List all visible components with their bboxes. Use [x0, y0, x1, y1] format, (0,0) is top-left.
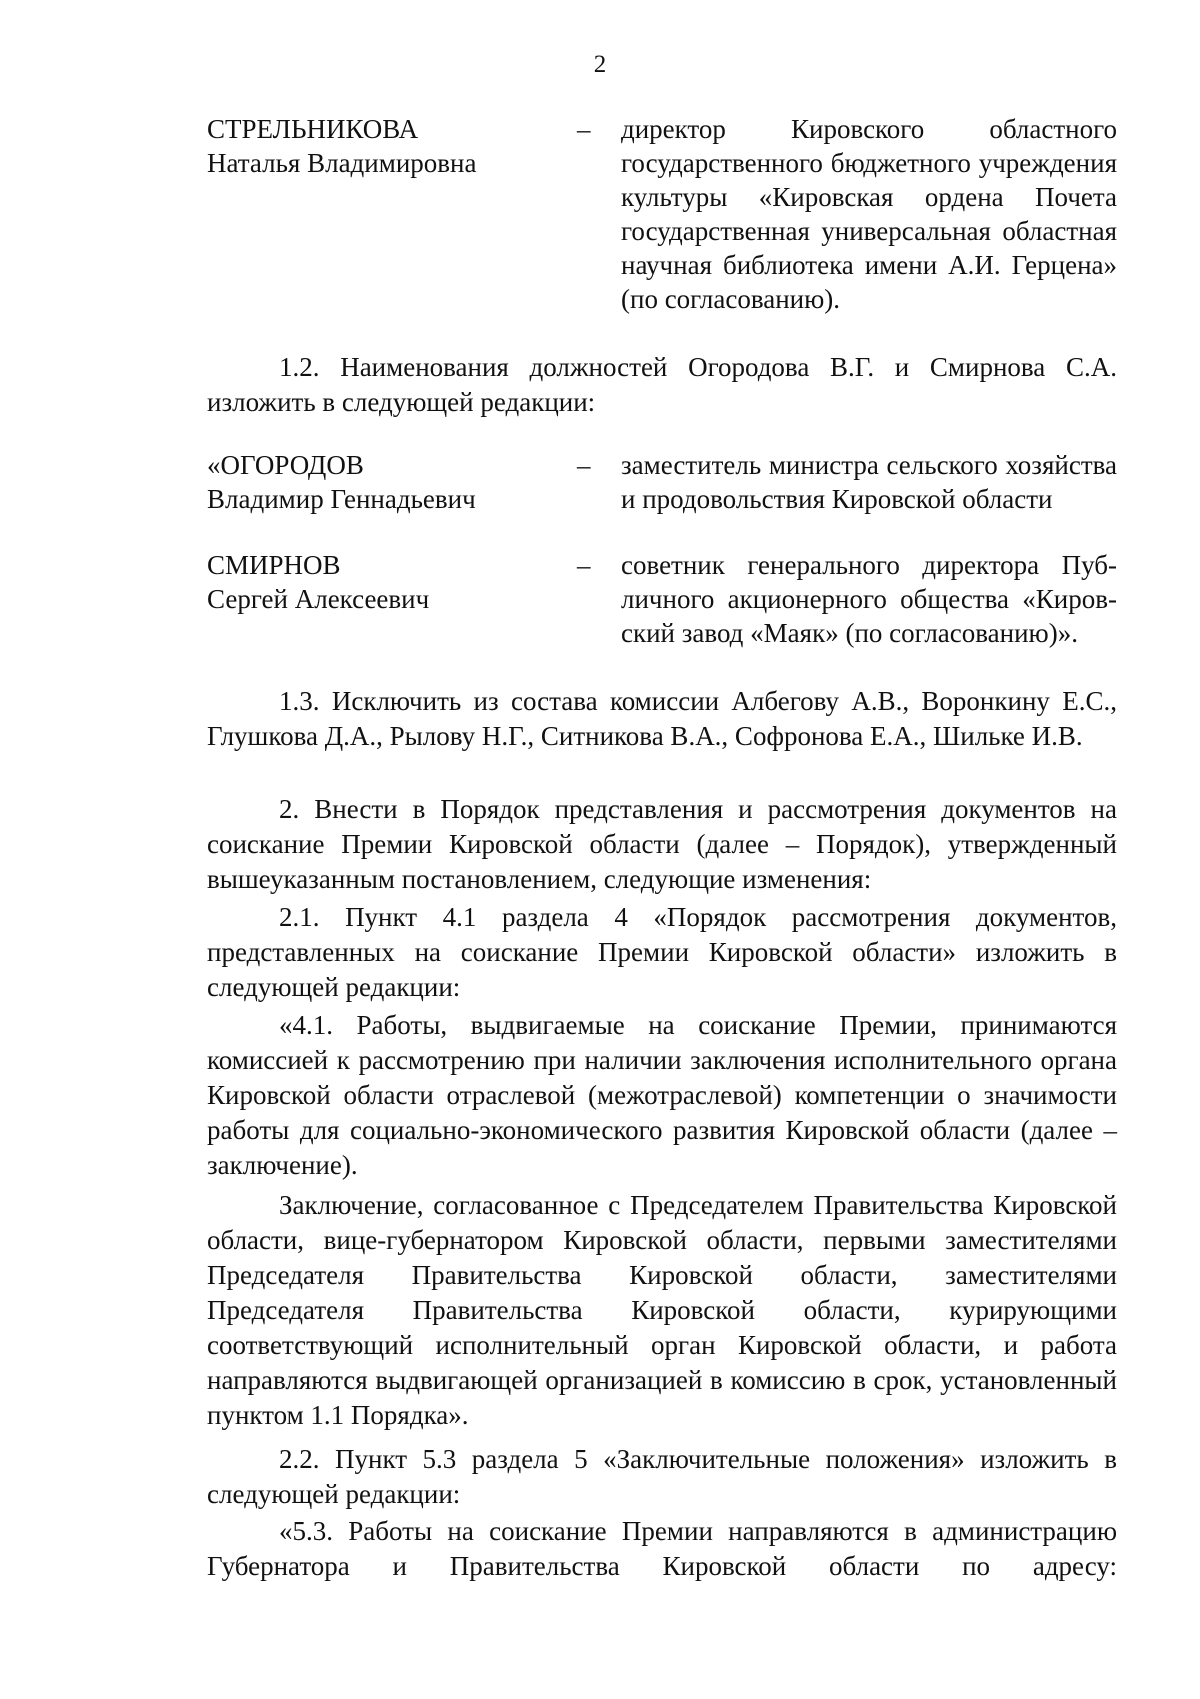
member-dash: – [577, 114, 591, 144]
paragraph-2: 2. Внести в Порядок представления и рассмотрения документов на соискание Премии Кировской области (далее – Порядок), утвержденный вышеуказанным постановлением, следующие изменения: [207, 794, 1117, 894]
member-dash: – [577, 450, 591, 480]
commission-member-strelnikova [207, 112, 1117, 322]
member-surname: СТРЕЛЬНИКОВА [207, 114, 419, 144]
member-name-block [207, 448, 547, 516]
paragraph-1-3: 1.3. Исключить из состава комиссии Албегову А.В., Воронкину Е.С., Глушкова Д.А., Рылову Н.Г., Ситникова В.А., Софронова Е.А., Шильке И.В. [207, 686, 1117, 751]
paragraph-4-1-quote: «4.1. Работы, выдвигаемые на соискание Премии, принимаются комиссией к рассмотрению при наличии заключения исполнительного органа Кировской области отраслевой (межотраслевой) компетенции о значимости работы для социально-экономического развития Кировской области (далее – заключение). [207, 1010, 1117, 1180]
paragraph-5-3-quote: «5.3. Работы на соискание Премии направляются в администрацию Губернатора и Правительства Кировской области по адресу: [207, 1516, 1117, 1581]
member-position: советник генерального директора Публичного акционерного общества «Кировский завод «Маяк» (по согласованию)». [621, 550, 1117, 648]
commission-member-smirnov [207, 548, 1117, 652]
member-name-block [207, 112, 547, 180]
member-name-block [207, 548, 547, 616]
member-dash: – [577, 550, 591, 580]
member-position: заместитель министра сельского хозяйства и продовольствия Кировской области [621, 450, 1117, 514]
member-position: директор Кировского областного государственного бюджетного учреждения культуры «Кировская ордена Почета государственная универсальная областная научная библиотека имени А.И. Герцена» (по согласованию). [621, 114, 1117, 314]
paragraph-conclusion: Заключение, согласованное с Председателем Правительства Кировской области, вице-губернатором Кировской области, первыми заместителями Председателя Правительства Кировской области, заместителями Председателя Правительства Кировской области, курирующими соответствующий исполнительный орган Кировской области, и работа направляются выдвигающей организацией в комиссию в срок, установленный пунктом 1.1 Порядка». [207, 1190, 1117, 1430]
paragraph-2-1: 2.1. Пункт 4.1 раздела 4 «Порядок рассмотрения документов, представленных на соискание Премии Кировской области» изложить в следующей редакции: [207, 902, 1117, 1002]
member-given-names: Наталья Владимировна [207, 148, 477, 178]
paragraph-1-2: 1.2. Наименования должностей Огородова В.Г. и Смирнова С.А. изложить в следующей редакции: [207, 352, 1117, 417]
member-given-names: Владимир Геннадьевич [207, 484, 476, 514]
commission-member-ogorodov [207, 448, 1117, 518]
paragraph-2-2: 2.2. Пункт 5.3 раздела 5 «Заключительные положения» изложить в следующей редакции: [207, 1444, 1117, 1509]
member-surname: «ОГОРОДОВ [207, 450, 364, 480]
member-surname: СМИРНОВ [207, 550, 341, 580]
member-given-names: Сергей Алексеевич [207, 584, 430, 614]
page-number: 2 [593, 51, 607, 78]
